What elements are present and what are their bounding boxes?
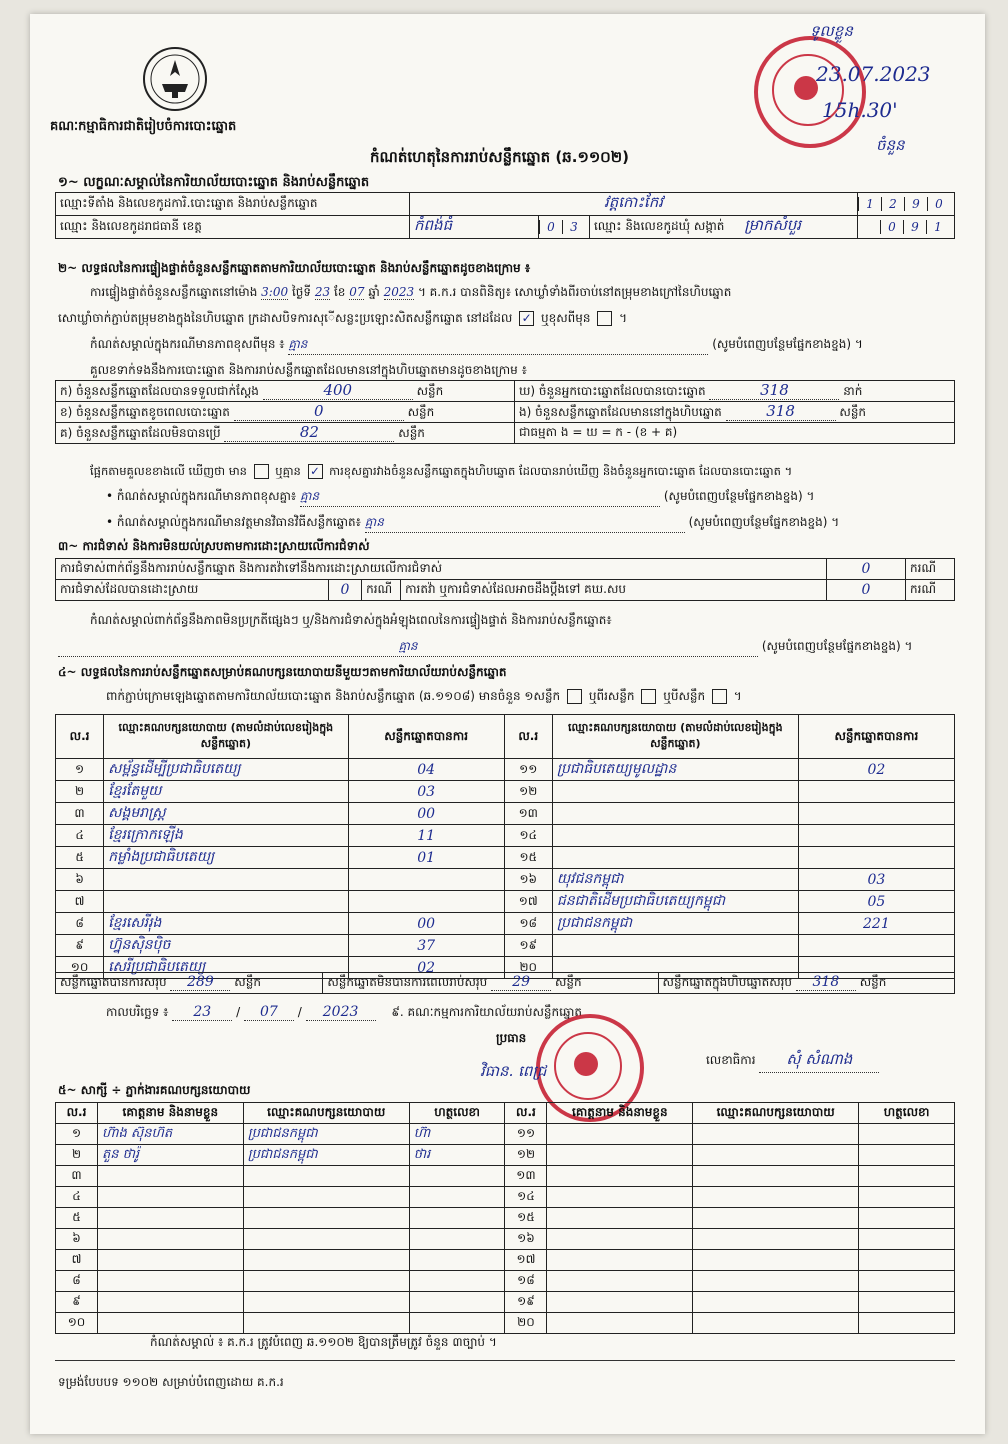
witness-name — [547, 1292, 693, 1313]
witness-no: ១០ — [56, 1313, 98, 1334]
chair-label: ប្រធាន — [496, 1031, 527, 1045]
province-code — [539, 216, 590, 239]
party-no: ១៦ — [504, 869, 552, 891]
two-sheet-checkbox[interactable] — [641, 689, 656, 704]
party-votes: 03 — [348, 781, 504, 803]
party-name: កម្លាំងប្រជាធិបតេយ្យ — [104, 847, 348, 869]
party-name: ខ្មែរតែមួយ — [104, 781, 348, 803]
witness-no: ១ — [56, 1124, 98, 1145]
witness-no: ៤ — [56, 1187, 98, 1208]
complaints-label: ការជំទាស់ពាក់ព័ន្ធនឹងការរាប់សន្លឹកឆ្នោត និងការតវ៉ាទៅនឹងការដោះស្រាយលើការជំទាស់ — [56, 559, 827, 580]
witness-name — [547, 1145, 693, 1166]
witness-party — [243, 1166, 409, 1187]
witness-signature — [859, 1250, 955, 1271]
para-text: ថ្ងៃទី — [291, 285, 311, 299]
footer-note: កំណត់សម្គាល់ ៖ គ.ក.រ ត្រូវបំពេញ ឆ.១១០២ ឱ្យបានត្រឹមត្រូវ ចំនួន ៣ច្បាប់ ។ — [150, 1335, 497, 1349]
resolved-value: 0 — [328, 580, 361, 601]
unused-value: 82 — [224, 423, 394, 442]
party-no: ១៥ — [504, 847, 552, 869]
party-no: ១៧ — [504, 891, 552, 913]
complaints-table: ការជំទាស់ពាក់ព័ន្ធនឹងការរាប់សន្លឹកឆ្នោត និងការតវ៉ាទៅនឹងការដោះស្រាយលើការជំទាស់ 0 ករណី ការជំទាស់ដែលបានដោះស្រាយ 0 ករណី ការតវ៉ា ឬការជំទាស់ដែលអាចដឹងប្តឹងទៅ គឃ.សប 0 ករណី — [55, 558, 955, 601]
table-row — [56, 1250, 955, 1271]
witness-party — [693, 1250, 859, 1271]
witness-party — [243, 1250, 409, 1271]
party-no: ១៩ — [504, 935, 552, 957]
party-no: ៩ — [56, 935, 104, 957]
table-row — [56, 1292, 955, 1313]
location-label: ឈ្មោះទីតាំង និងលេខកូដការិ.បោះឆ្នោត និងរាប់សន្លឹកឆ្នោត — [56, 193, 410, 216]
voters-value: 318 — [709, 381, 839, 400]
results-totals — [55, 972, 955, 994]
party-votes: 00 — [348, 803, 504, 825]
witness-party — [243, 1292, 409, 1313]
witness-signature — [409, 1166, 505, 1187]
party-votes — [348, 891, 504, 913]
footer-divider — [55, 1360, 955, 1361]
total-box-value: 318 — [796, 974, 856, 991]
irregularity-note: កំណត់សម្គាល់ពាក់ព័ន្ធនឹងភាពមិនប្រក្រតីផ្សេងៗ ឬ/និងការជំទាស់ក្នុងអំឡុងពេលនៃការផ្ទៀងផ្ទាត់ និងការរាប់សន្លឹកឆ្នោត៖ — [90, 613, 612, 627]
witness-signature — [409, 1208, 505, 1229]
witness-no: ១២ — [505, 1145, 547, 1166]
party-no: ២០ — [504, 957, 552, 979]
witness-name — [97, 1229, 243, 1250]
witness-party — [693, 1187, 859, 1208]
party-votes — [798, 825, 954, 847]
location-code-digit: 0 — [927, 197, 950, 211]
bullet-irregular: • កំណត់សម្គាល់ក្នុងករណីមានវត្តមានវិធានវិធីសន្លឹកឆ្នោត៖ គ្មាន (សូមបំពេញបន្ថែមផ្នែកខាងខ្នង) ។ — [106, 514, 946, 533]
witness-party — [693, 1166, 859, 1187]
witness-name — [547, 1229, 693, 1250]
province-label: ឈ្មោះ និងលេខកូដរាជធានី ខេត្ត — [56, 216, 410, 239]
witness-signature — [859, 1124, 955, 1145]
has-difference-checkbox[interactable] — [254, 464, 269, 479]
chair-signature: វិធាន. ពេជ្រ — [480, 1062, 547, 1080]
one-sheet-checkbox[interactable] — [567, 689, 582, 704]
table-row — [56, 1208, 955, 1229]
commune-code-digit: 1 — [926, 220, 949, 234]
total-valid-value: 289 — [170, 974, 230, 991]
witness-signature — [409, 1313, 505, 1334]
difference-value: គ្មាន — [300, 488, 660, 507]
witness-signature — [859, 1271, 955, 1292]
witness-party: ប្រជាជនកម្ពុជា — [243, 1145, 409, 1166]
total-invalid: សន្លឹកឆ្នោតមិនបានការពេលរាប់សរុប 29 សន្លឹក — [323, 973, 658, 994]
witness-name — [547, 1271, 693, 1292]
witness-no: ១៨ — [505, 1271, 547, 1292]
party-votes — [798, 935, 954, 957]
witness-name — [97, 1313, 243, 1334]
party-votes: 02 — [798, 759, 954, 781]
complaints-value: 0 — [827, 559, 906, 580]
party-name — [552, 935, 798, 957]
irregularity-value: គ្មាន — [58, 638, 758, 657]
party-no: ៧ — [56, 891, 104, 913]
witness-no: ១១ — [505, 1124, 547, 1145]
witness-no: ១៦ — [505, 1229, 547, 1250]
witness-no: ១៤ — [505, 1187, 547, 1208]
party-votes: 221 — [798, 913, 954, 935]
para-text: ឆ្នាំ — [368, 285, 380, 299]
witness-signature: ហ៊ា — [409, 1124, 505, 1145]
witness-signature — [859, 1145, 955, 1166]
commune-code-digit: 0 — [880, 220, 903, 234]
witness-name — [547, 1250, 693, 1271]
witness-party: ប្រជាជនកម្ពុជា — [243, 1124, 409, 1145]
witness-party — [243, 1208, 409, 1229]
table-row — [56, 891, 955, 913]
party-name — [552, 847, 798, 869]
compare-line: ផ្អែកតាមគួលខខាងលើ ឃើញថា មាន ឬគ្មាន ✓ ការខុសគ្នារវាងចំនួនសន្លឹកឆ្នោតក្នុងហិបឆ្នោត ដែលបានរាប់ឃើញ និងចំនួនអ្នកបោះឆ្នោត ដែលបានបោះឆ្នោត ។ — [90, 464, 793, 478]
party-no: ៣ — [56, 803, 104, 825]
table-row — [56, 781, 955, 803]
irregularity-line: គ្មាន (សូមបំពេញបន្ថែមផ្នែកខាងខ្នង) ។ — [58, 638, 948, 657]
party-votes: 02 — [348, 957, 504, 979]
party-no: ១៣ — [504, 803, 552, 825]
party-name: ខ្មែរសេរីរុង — [104, 913, 348, 935]
verification-paragraph — [90, 284, 731, 302]
location-code — [858, 193, 955, 216]
verify-day: 23 — [314, 285, 331, 299]
witness-party — [693, 1292, 859, 1313]
stamp-time: 15h.30' — [822, 98, 898, 122]
location-code-digit: 9 — [904, 197, 927, 211]
note-hint: (សូមបំពេញបន្ថែមផ្នែកខាងខ្នង) ។ — [712, 337, 863, 351]
official-stamp-top — [754, 36, 866, 148]
location-code-digit: 1 — [858, 197, 881, 211]
commune-code — [858, 216, 955, 239]
seal-paragraph: សោឃ្លាំចាក់ភ្ជាប់តម្រុមខាងក្នុងនៃហិបឆ្នោត ក្រដាសបិទការសុើសន្លះប្រឡោះសិតសន្លឹកឆ្នោត នៅដដែល ✓ ឬខុសពីមុន ។ — [58, 311, 628, 325]
witness-name — [97, 1292, 243, 1313]
para-text: ឬខុសពីមុន — [540, 311, 591, 325]
table-row — [56, 1187, 955, 1208]
party-name: ហ្វ៊ុនស៊ិនប៉ិច — [104, 935, 348, 957]
witness-no: ១៥ — [505, 1208, 547, 1229]
province-code-digit: 0 — [539, 220, 562, 234]
para-text: ។ គ.ក.រ បានពិនិត្យ៖ សោឃ្លាំទាំងពីរចាប់នៅតម្រុមខាងក្រៅនៃហិបឆ្នោត — [417, 285, 732, 299]
witness-no: ១៣ — [505, 1166, 547, 1187]
party-no: ៤ — [56, 825, 104, 847]
party-name: សម្ព័ន្ធដើម្បីប្រជាធិបតេយ្យ — [104, 759, 348, 781]
party-name: ជនជាតិដើមប្រជាធិបតេយ្យកម្ពុជា — [552, 891, 798, 913]
three-sheet-checkbox[interactable] — [712, 689, 727, 704]
figure-spoiled: ខ) ចំនួនសន្លឹកឆ្នោតខូចពេលបោះឆ្នោត 0 សន្លឹក — [56, 402, 515, 423]
form-title: កំណត់ហេតុនៃការរាប់សន្លឹកឆ្នោត (ឆ.១១០២) — [370, 148, 630, 166]
witness-no: ៥ — [56, 1208, 98, 1229]
witness-signature — [859, 1229, 955, 1250]
witness-no: ១៩ — [505, 1292, 547, 1313]
party-no: ៨ — [56, 913, 104, 935]
commune-value: ម្រាកសំបួរ — [744, 216, 802, 234]
party-votes — [798, 847, 954, 869]
section1-table — [55, 192, 955, 239]
witness-party — [243, 1271, 409, 1292]
party-votes: 01 — [348, 847, 504, 869]
section1-title: ១~ លក្ខណៈសម្គាល់នៃការិយាល័យបោះឆ្នោត និងរាប់សន្លឹកឆ្នោត — [58, 175, 370, 190]
witness-party — [693, 1313, 859, 1334]
witness-signature — [859, 1292, 955, 1313]
witness-no: ៣ — [56, 1166, 98, 1187]
party-no: ១ — [56, 759, 104, 781]
witness-signature — [859, 1313, 955, 1334]
table-row — [56, 803, 955, 825]
note-value: គ្មាន — [288, 336, 708, 355]
para-text: សោឃ្លាំចាក់ភ្ជាប់តម្រុមខាងក្នុងនៃហិបឆ្នោត ក្រដាសបិទការសុើសន្លះប្រឡោះសិតសន្លឹកឆ្នោត នៅដដែល — [58, 311, 513, 325]
party-votes: 00 — [348, 913, 504, 935]
form-sheet — [30, 14, 985, 1434]
figures-table — [55, 380, 955, 444]
total-valid: សន្លឹកឆ្នោតបានការសរុប 289 សន្លឹក — [56, 973, 323, 994]
footer-form-ref: ទម្រង់បែបបទ ១១០២ សម្រាប់បំពេញដោយ គ.ក.រ — [58, 1375, 284, 1389]
witness-no: ១៧ — [505, 1250, 547, 1271]
total-invalid-value: 29 — [491, 974, 551, 991]
signing-date: កាលបរិច្ឆេទ ៖ 23 / 07 / 2023 ៩. គណៈកម្មការការិយាល័យរាប់សន្លឹកឆ្នោត — [106, 1004, 583, 1020]
total-box: សន្លឹកឆ្នោតក្នុងហិបឆ្នោតសរុប 318 សន្លឹក — [658, 973, 954, 994]
party-no: ២ — [56, 781, 104, 803]
party-no: ១៤ — [504, 825, 552, 847]
witness-name — [97, 1250, 243, 1271]
witness-name: តួន ថារ៉ូ — [97, 1145, 243, 1166]
resolved-label: ការជំទាស់ដែលបានដោះស្រាយ — [56, 580, 329, 601]
party-name: ប្រជាជនកម្ពុជា — [552, 913, 798, 935]
change-note-line — [90, 336, 950, 355]
formula: ជាធម្មតា ង = ឃ = ក - (ខ + គ) — [515, 423, 955, 444]
figure-in-box: ង) ចំនួនសន្លឹកឆ្នោតដែលមាននៅក្នុងហិបឆ្នោត 318 សន្លឹក — [515, 402, 955, 423]
witness-party — [693, 1208, 859, 1229]
party-votes — [798, 803, 954, 825]
party-no: ៥ — [56, 847, 104, 869]
commune-code-digit: 9 — [903, 220, 926, 234]
received-value: 400 — [263, 381, 413, 400]
table-row — [56, 1124, 955, 1145]
witness-name — [547, 1313, 693, 1334]
stamp-date: 23.07.2023 — [816, 62, 931, 86]
party-votes: 04 — [348, 759, 504, 781]
witness-name — [547, 1208, 693, 1229]
witness-no: ២ — [56, 1145, 98, 1166]
party-name — [552, 803, 798, 825]
verify-year: 2023 — [383, 285, 415, 299]
verify-time: 3:00 — [261, 285, 289, 299]
committee-label: ៩. គណៈកម្មការការិយាល័យរាប់សន្លឹកឆ្នោត — [391, 1005, 583, 1019]
table-row — [56, 1145, 955, 1166]
party-votes: 37 — [348, 935, 504, 957]
party-votes: 11 — [348, 825, 504, 847]
witness-signature — [859, 1166, 955, 1187]
nec-logo — [142, 46, 208, 112]
witness-name — [97, 1166, 243, 1187]
party-votes — [798, 781, 954, 803]
witness-no: ៩ — [56, 1292, 98, 1313]
location-code-digit: 2 — [881, 197, 904, 211]
party-votes: 05 — [798, 891, 954, 913]
party-name — [552, 825, 798, 847]
province-code-digit: 3 — [562, 220, 585, 234]
witness-no: ២០ — [505, 1313, 547, 1334]
stamp-sign: ចំនួន — [876, 136, 905, 154]
witness-party — [243, 1313, 409, 1334]
table-row — [56, 825, 955, 847]
figure-voters: ឃ) ចំនួនអ្នកបោះឆ្នោតដែលបានបោះឆ្នោត 318 នាក់ — [515, 381, 955, 402]
table-row — [56, 759, 955, 781]
witness-name — [547, 1187, 693, 1208]
para-text: ការផ្ទៀងផ្ទាត់ចំនួនសន្លឹកឆ្នោតនៅម៉ោង — [90, 285, 258, 299]
witness-name — [547, 1124, 693, 1145]
party-name: ប្រជាធិបតេយ្យមូលដ្ឋាន — [552, 759, 798, 781]
witness-no: ៨ — [56, 1271, 98, 1292]
party-name: សេរីប្រជាធិបតេយ្យ — [104, 957, 348, 979]
party-no: ១១ — [504, 759, 552, 781]
witness-name — [97, 1271, 243, 1292]
table-row — [56, 913, 955, 935]
witness-no: ៦ — [56, 1229, 98, 1250]
witness-signature — [409, 1292, 505, 1313]
witness-signature — [409, 1271, 505, 1292]
party-votes: 03 — [798, 869, 954, 891]
figures-intro: គួលខទាក់ទងនឹងការបោះឆ្នោត និងការរាប់សន្លឹកឆ្នោតដែលមាននៅក្នុងហិបឆ្នោតមានដូចខាងក្រោម ៖ — [90, 363, 527, 377]
secretary-signature: សុំ សំណាង — [759, 1050, 879, 1073]
attachment-line: ពាក់ភ្ជាប់ក្រោមឡេងឆ្នោតតាមការិយាល័យបោះឆ្នោត និងរាប់សន្លឹកឆ្នោត (ឆ.១១០៨) មានចំនួន ១សន្លឹក ឬពីរសន្លឹក ឬបីសន្លឹក ។ — [106, 689, 742, 703]
table-row — [56, 869, 955, 891]
appeal-label: ការតវ៉ា ឬការជំទាស់ដែលអាចដឹងប្តឹងទៅ គឃ.សប — [401, 580, 827, 601]
table-row — [56, 1313, 955, 1334]
results-table: ល.រ ឈ្មោះគណបក្សនយោបាយ (តាមលំដាប់លេខរៀងក្នុងសន្លឹកឆ្នោត) សន្លឹកឆ្នោតបានការ ល.រ ឈ្មោះគណបក្សនយោបាយ (តាមលំដាប់លេខរៀងក្នុងសន្លឹកឆ្នោត) សន្លឹកឆ្នោតបានការ ១ សម្ព័ន្ធដើម្បីប្រជាធិបតេយ្យ 04 ១១ ប្រជាធិបតេយ្យមូលដ្ឋាន 02 ២ ខ្មែរតែមួយ 03 ១២ ៣ សង្គមរាស្ត្រ 00 ១៣ ៤ ខ្មែរក្រោកឡើង 11 ១៤ ៥ កម្លាំងប្រជាធិបតេយ្យ 01 ១៥ ៦ ១៦ យុវជនកម្ពុជា 03 ៧ ១៧ ជនជាតិដើមប្រជាធិបតេយ្យកម្ពុជា 05 ៨ ខ្មែរសេរីរុង 00 ១៨ ប្រជាជនកម្ពុជា 221 ៩ ហ្វ៊ុនស៊ិនប៉ិច 37 ១៩ ១០ សេរីប្រជាធិបតេយ្យ 02 ២០ — [55, 714, 955, 979]
party-name — [104, 869, 348, 891]
party-votes — [348, 869, 504, 891]
verify-month: 07 — [349, 285, 365, 299]
party-name: សង្គមរាស្ត្រ — [104, 803, 348, 825]
witness-party — [693, 1124, 859, 1145]
witness-name: ហ៊ាង ស៊ុនហ៊ត — [97, 1124, 243, 1145]
witness-party — [693, 1271, 859, 1292]
figure-unused: គ) ចំនួនសន្លឹកឆ្នោតដែលមិនបានប្រើ 82 សន្លឹក — [56, 423, 515, 444]
party-name: ខ្មែរក្រោកឡើង — [104, 825, 348, 847]
irregular-value: គ្មាន — [365, 514, 685, 533]
party-no: ១២ — [504, 781, 552, 803]
changed-checkbox[interactable] — [597, 311, 612, 326]
party-name — [552, 781, 798, 803]
para-text: ខែ — [333, 285, 346, 299]
committee-name: គណៈកម្មាធិការជាតិរៀបចំការបោះឆ្នោត — [50, 119, 237, 134]
location-value: វត្តកោះកែវ — [410, 193, 858, 216]
table-row — [56, 847, 955, 869]
section5-title: ៥~ សាក្សី ÷ ភ្នាក់ងារគណបក្សនយោបាយ — [58, 1083, 251, 1097]
witness-signature — [859, 1208, 955, 1229]
party-no: ១៨ — [504, 913, 552, 935]
stamp-received-label: ទូលខ្លួន — [810, 22, 853, 40]
emblem-icon — [142, 46, 208, 112]
witness-no: ៧ — [56, 1250, 98, 1271]
witness-name — [547, 1166, 693, 1187]
party-no: ៦ — [56, 869, 104, 891]
party-name: យុវជនកម្ពុជា — [552, 869, 798, 891]
note-label: កំណត់សម្គាល់ក្នុងករណីមានភាពខុសពីមុន ៖ — [90, 337, 285, 351]
section2-title: ២~ លទ្ធផលនៃការផ្ទៀងផ្ទាត់ចំនួនសន្លឹកឆ្នោតតាមការិយាល័យបោះឆ្នោត និងរាប់សន្លឹកឆ្នោតដូចខាងក្រោម ៖ — [58, 261, 531, 275]
unchanged-checkbox[interactable]: ✓ — [519, 311, 534, 326]
bullet-difference: • កំណត់សម្គាល់ក្នុងករណីមានភាពខុសគ្នា៖ គ្មាន (សូមបំពេញបន្ថែមផ្នែកខាងខ្នង) ។ — [106, 488, 946, 507]
commune-cell — [590, 216, 858, 239]
figure-received: ក) ចំនួនសន្លឹកឆ្នោតដែលបានទទួលជាក់ស្តែង 400 សន្លឹក — [56, 381, 515, 402]
table-row — [56, 1229, 955, 1250]
witness-signature — [409, 1250, 505, 1271]
in-box-value: 318 — [726, 402, 836, 421]
section4-title: ៤~ លទ្ធផលនៃការរាប់សន្លឹកឆ្នោតសម្រាប់គណបក្សនយោបាយនីមួយៗតាមការិយាល័យរាប់សន្លឹកឆ្នោត — [58, 665, 507, 679]
witness-party — [243, 1229, 409, 1250]
party-no: ១០ — [56, 957, 104, 979]
witness-name — [97, 1187, 243, 1208]
commune-label: ឈ្មោះ និងលេខកូដឃុំ សង្កាត់ — [594, 219, 725, 233]
witness-signature — [409, 1187, 505, 1208]
secretary: លេខាធិការ សុំ សំណាង — [706, 1050, 879, 1073]
table-row — [56, 1166, 955, 1187]
witness-signature: ថារ — [409, 1145, 505, 1166]
witness-table: ល.រ គោត្តនាម និងនាមខ្លួន ឈ្មោះគណបក្សនយោបាយ ហត្ថលេខា ល.រ គោត្តនាម និងនាមខ្លួន ឈ្មោះគណបក្សនយោបាយ ហត្ថលេខា ១ ហ៊ាង ស៊ុនហ៊ត ប្រជាជនកម្ពុជា ហ៊ា ១១ ២ តួន ថារ៉ូ ប្រជាជនកម្ពុជា ថារ ១២ ៣ ១៣ ៤ ១៤ ៥ ១៥ ៦ ១៦ ៧ ១៧ ៨ ១៨ ៩ ១៩ ១០ ២០ — [55, 1102, 955, 1334]
party-name — [104, 891, 348, 913]
witness-signature — [409, 1229, 505, 1250]
province-value: កំពង់ធំ — [410, 216, 539, 239]
witness-name — [97, 1208, 243, 1229]
table-row — [56, 1271, 955, 1292]
witness-party — [243, 1187, 409, 1208]
spoiled-value: 0 — [234, 402, 404, 421]
no-difference-checkbox[interactable]: ✓ — [308, 464, 323, 479]
appeal-value: 0 — [827, 580, 906, 601]
table-row — [56, 935, 955, 957]
section3-title: ៣~ ការជំទាស់ និងការមិនយល់ស្របតាមការដោះស្រាយលើការជំទាស់ — [58, 539, 370, 553]
witness-signature — [859, 1187, 955, 1208]
witness-party — [693, 1229, 859, 1250]
witness-party — [693, 1145, 859, 1166]
